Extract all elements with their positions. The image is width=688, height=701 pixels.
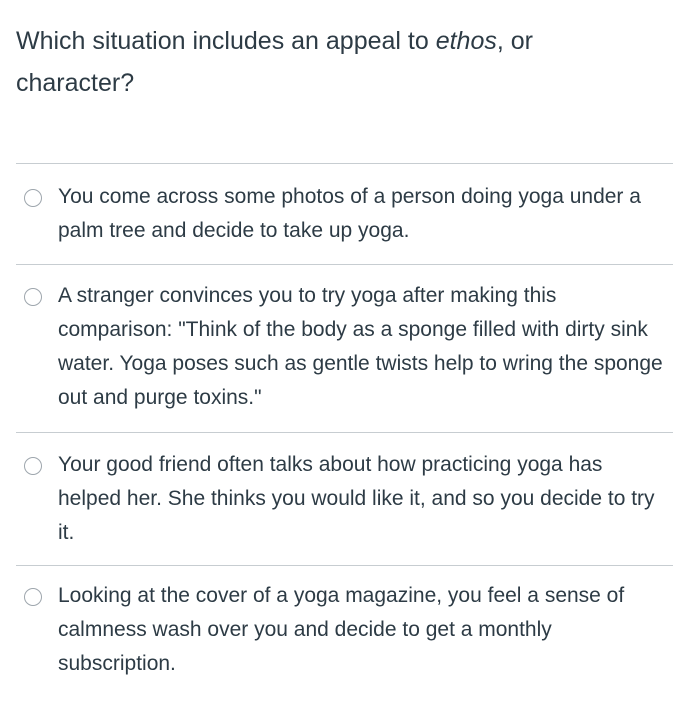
- question-prefix: Which situation includes an appeal to: [16, 27, 436, 55]
- question-emphasis: ethos: [435, 27, 497, 55]
- answer-label: You come across some photos of a person doing yoga under a palm tree and decide to take up yoga.: [58, 185, 641, 242]
- radio-button[interactable]: [24, 189, 42, 207]
- radio-button[interactable]: [24, 588, 42, 606]
- answer-option-4[interactable]: [16, 565, 673, 701]
- answer-label: A stranger convinces you to try yoga after making this comparison: "Think of the body as a sponge filled with dirty sink water. Yoga poses such as gentle twists help to wring the sponge out and purge toxins.": [58, 284, 663, 409]
- radio-button[interactable]: [24, 288, 42, 306]
- answer-list: [16, 163, 673, 701]
- answer-option-3[interactable]: [16, 432, 673, 565]
- answer-option-2[interactable]: [16, 264, 673, 432]
- answer-option-1[interactable]: [16, 163, 673, 264]
- question-suffix: , or character?: [16, 27, 533, 97]
- question-text: [16, 20, 656, 104]
- answer-label: Looking at the cover of a yoga magazine, you feel a sense of calmness wash over you and decide to get a monthly subscription.: [58, 584, 625, 675]
- answer-label: Your good friend often talks about how practicing yoga has helped her. She thinks you would like it, and so you decide to try it.: [58, 453, 655, 544]
- radio-button[interactable]: [24, 457, 42, 475]
